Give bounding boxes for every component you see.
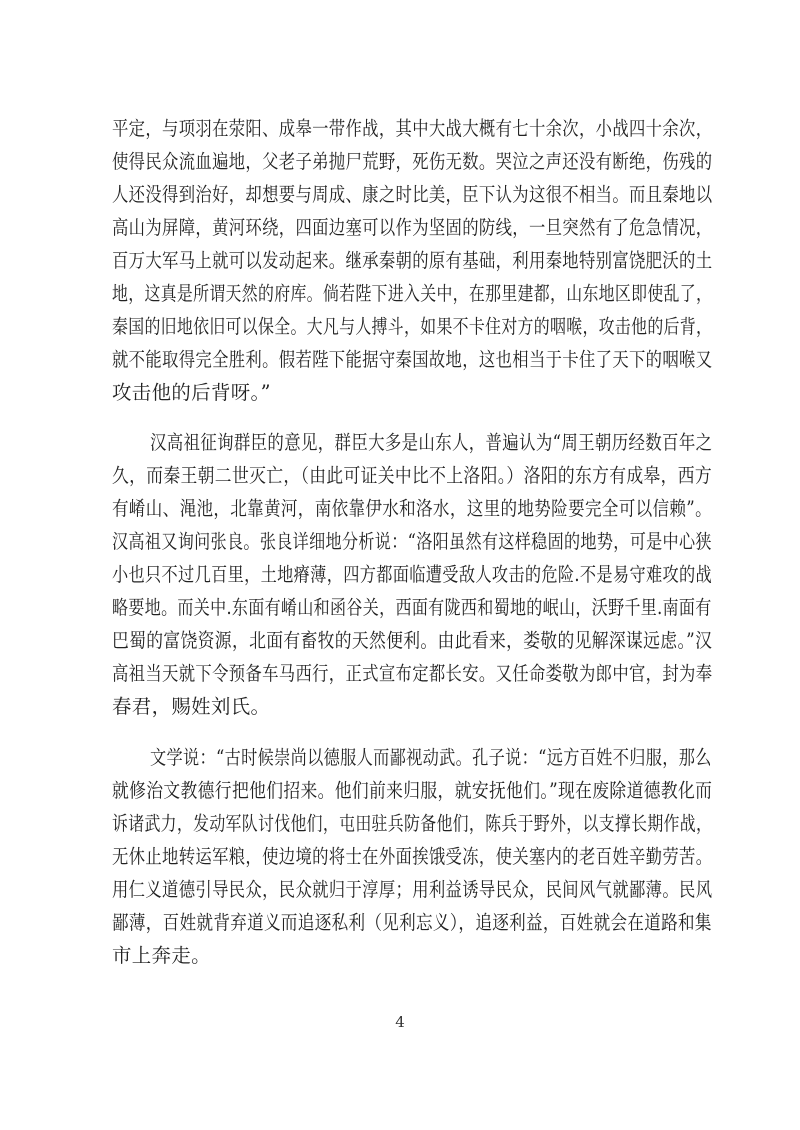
text-line: 秦国的旧地依旧可以保全。大凡与人搏斗，如果不卡住对方的咽喉，攻击他的后背， [112,315,713,338]
text-line: 人还没得到治好，却想要与周成、康之时比美，臣下认为这很不相当。而且秦地以 [112,183,713,206]
text-line: 用仁义道德引导民众，民众就归于淳厚；用利益诱导民众，民间风气就鄙薄。民风 [112,878,713,901]
text-line: 巴蜀的富饶资源，北面有畜牧的天然便利。由此看来，娄敬的见解深谋远虑。”汉 [112,629,713,652]
text-line: 鄙薄，百姓就背弃道义而追逐私利（见利忘义），追逐利益，百姓就会在道路和集 [112,911,712,934]
text-line: 地，这真是所谓天然的府库。倘若陛下进入关中，在那里建都，山东地区即使乱了， [112,282,713,305]
text-line: 攻击他的后背呀。” [112,381,271,404]
text-line: 市上奔走。 [112,944,211,967]
text-line: 春君，赐姓刘氏。 [112,695,271,718]
text-line: 无休止地转运军粮，使边境的将士在外面挨饿受冻，使关塞内的老百姓辛勤劳苦。 [112,845,713,868]
text-line: 就修治文教德行把他们招来。他们前来归服，就安抚他们。”现在废除道德教化而 [112,779,713,802]
text-line: 百万大军马上就可以发动起来。继承秦朝的原有基础，利用秦地特别富饶肥沃的土 [112,249,713,272]
text-line: 久，而秦王朝二世灭亡，（由此可证关中比不上洛阳。）洛阳的东方有成皋，西方 [112,464,713,487]
text-line: 高山为屏障，黄河环绕，四面边塞可以作为坚固的防线，一旦突然有了危急情况， [112,216,713,239]
text-line: 使得民众流血遍地，父老子弟抛尸荒野，死伤无数。哭泣之声还没有断绝，伤残的 [112,150,713,173]
text-line: 小也只不过几百里，土地瘠薄，四方都面临遭受敌人攻击的危险.不是易守难攻的战 [112,563,713,586]
text-line: 略要地。而关中.东面有崤山和函谷关，西面有陇西和蜀地的岷山，沃野千里.南面有 [112,596,712,619]
paragraph-first-line: 文学说：“古时候崇尚以德服人而鄙视动武。孔子说：“远方百姓不归服，那么 [150,746,712,769]
text-line: 汉高祖又询问张良。张良详细地分析说：“洛阳虽然有这样稳固的地势，可是中心狭 [112,530,712,553]
text-line: 诉诸武力，发动军队讨伐他们，屯田驻兵防备他们，陈兵于野外，以支撑长期作战， [112,812,713,835]
text-line: 高祖当天就下令预备车马西行，正式宣布定都长安。又任命娄敬为郎中官，封为奉 [112,662,713,685]
text-line: 就不能取得完全胜利。假若陛下能据守秦国故地，这也相当于卡住了天下的咽喉又 [112,348,713,371]
paragraph-first-line: 汉高祖征询群臣的意见，群臣大多是山东人，普遍认为“周王朝历经数百年之 [150,431,713,454]
text-line: 平定，与项羽在荥阳、成皋一带作战，其中大战大概有七十余次，小战四十余次， [112,117,713,140]
page-number: 4 [395,1013,405,1031]
text-line: 有崤山、渑池，北靠黄河，南依靠伊水和洛水，这里的地势险要完全可以信赖”。 [112,497,712,520]
